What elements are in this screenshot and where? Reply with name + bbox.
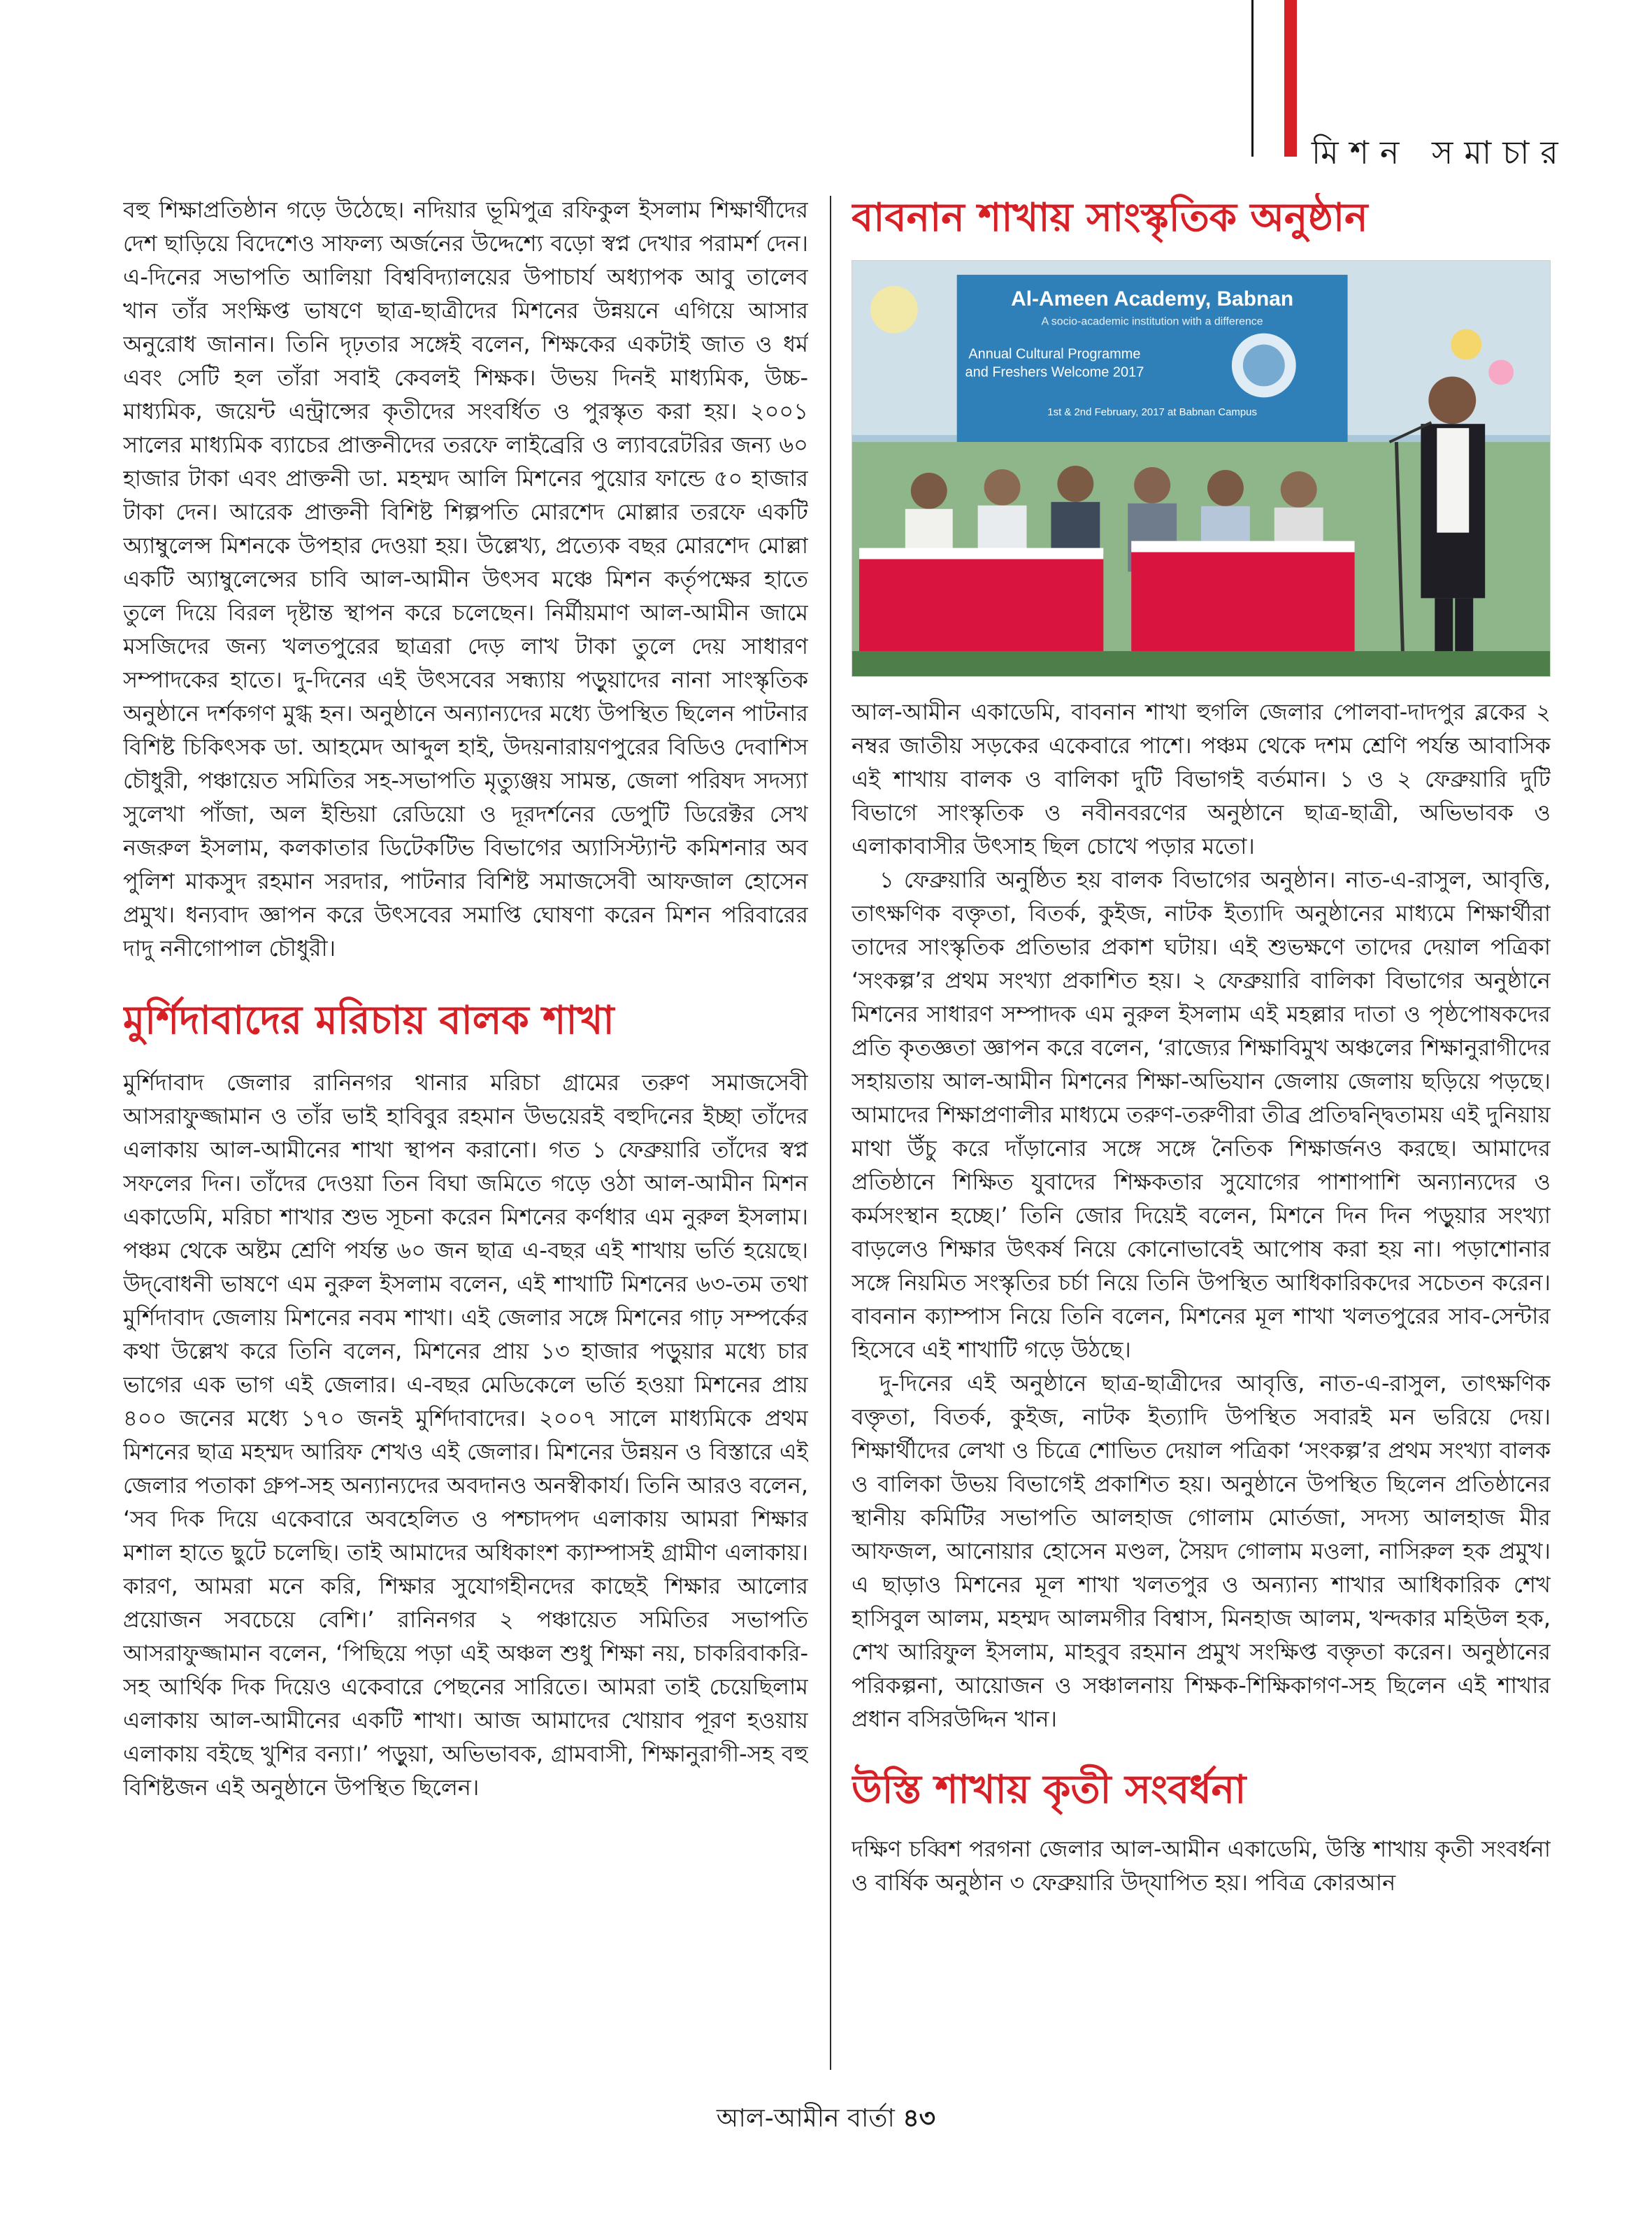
article-heading-babnan: বাবনান শাখায় সাংস্কৃতিক অনুষ্ঠান <box>852 195 1368 241</box>
article-text-usthi: দক্ষিণ চব্বিশ পরগনা জেলার আল-আমীন একাডেমি, উস্তি শাখায় কৃতী সংবর্ধনা ও বার্ষিক অনুষ্ঠান ৩ ফেব্রুয়ারি উদ্‌যাপিত হয়। পবিত্র কোরআন <box>852 1836 1551 1896</box>
article-text-babnan-1: আল-আমীন একাডেমি, বাবনান শাখা হুগলি জেলার পোলবা-দাদপুর ব্লকের ২ নম্বর জাতীয় সড়কের একেবারে পাশে। পঞ্চম থেকে দশম শ্রেণি পর্যন্ত আবাসিক এই শাখায় বালক ও বালিকা দুটি বিভাগই বর্তমান। ১ ও ২ ফেব্রুয়ারি দুটি বিভাগে সাংস্কৃতিক ও নবীনবরণের অনুষ্ঠানে ছাত্র-ছাত্রী, অভিভাবক ও এলাকাবাসীর উৎসাহ ছিল চোখে পড়ার মতো। <box>852 699 1551 859</box>
page-footer <box>0 2098 1652 2140</box>
header-accent-bar <box>1284 0 1297 157</box>
column-divider <box>830 196 831 2070</box>
magazine-name: আল-আমীন বার্তা <box>716 2104 895 2133</box>
header-rule-line <box>1251 0 1254 157</box>
section-label: মিশন সমাচার <box>1312 134 1570 171</box>
article-continuation-text: বহু শিক্ষাপ্রতিষ্ঠান গড়ে উঠেছে। নদিয়ার ভূমিপুত্র রফিকুল ইসলাম শিক্ষার্থীদের দেশ ছাড়িয়ে বিদেশেও সাফল্য অর্জনের উদ্দেশ্যে বড়ো স্বপ্ন দেখার পরামর্শ দেন। এ-দিনের সভাপতি আলিয়া বিশ্ববিদ্যালয়ের উপাচার্য অধ্যাপক আবু তালেব খান তাঁর সংক্ষিপ্ত ভাষণে ছাত্র-ছাত্রীদের মিশনের উন্নয়নে এগিয়ে আসার অনুরোধ জানান। তিনি দৃঢ়তার সঙ্গেই বলেন, শিক্ষকের একটাই জাত ও ধর্ম এবং সেটি হল তাঁরা সবাই কেবলই শিক্ষক। উভয় দিনই মাধ্যমিক, উচ্চ-মাধ্যমিক, জয়েন্ট এন্ট্রান্সের কৃতীদের সংবর্ধিত ও পুরস্কৃত করা হয়। ২০০১ সালের মাধ্যমিক ব্যাচের প্রাক্তনীদের তরফে লাইব্রেরি ও ল্যাবরেটরির জন্য ৬০ হাজার টাকা এবং প্রাক্তনী ডা. মহম্মদ আলি মিশনের পুয়োর ফান্ডে ৫০ হাজার টাকা দেন। আরেক প্রাক্তনী বিশিষ্ট শিল্পপতি মোরশেদ মোল্লার তরফে একটি অ্যাম্বুলেন্স মিশনকে উপহার দেওয়া হয়। উল্লেখ্য, প্রত্যেক বছর মোরশেদ মোল্লা একটি অ্যাম্বুলেন্সের চাবি আল-আমীন উৎসব মঞ্চে মিশন কর্তৃপক্ষের হাতে তুলে দিয়ে বিরল দৃষ্টান্ত স্থাপন করে চলেছেন। নির্মীয়মাণ আল-আমীন জামে মসজিদের জন্য খলতপুরের ছাত্ররা দেড় লাখ টাকা তুলে দেয় সাধারণ সম্পাদকের হাতে। দু-দিনের এই উৎসবের সন্ধ্যায় পড়ুয়াদের নানা সাংস্কৃতিক অনুষ্ঠানে দর্শকগণ মুগ্ধ হন। অনুষ্ঠানে অন্যান্যদের মধ্যে উপস্থিত ছিলেন পাটনার বিশিষ্ট চিকিৎসক ডা. আহমেদ আব্দুল হাই, উদয়নারায়ণপুরের বিডিও দেবাশিস চৌধুরী, পঞ্চায়েত সমিতির সহ-সভাপতি মৃত্যুঞ্জয় সামন্ত, জেলা পরিষদ সদস্যা সুলেখা পাঁজা, অল ইন্ডিয়া রেডিয়ো ও দূরদর্শনের ডেপুটি ডিরেক্টর সেখ নজরুল ইসলাম, কলকাতার ডিটেকটিভ বিভাগের অ্যাসিস্ট্যান্ট কমিশনার অব পুলিশ মাকসুদ রহমান সরদার, পাটনার বিশিষ্ট সমাজসেবী আফজাল হোসেন প্রমুখ। ধন্যবাদ জ্ঞাপন করে উৎসবের সমাপ্তি ঘোষণা করেন মিশন পরিবারের দাদু ননীগোপাল চৌধুরী। <box>123 196 808 962</box>
right-column <box>852 193 1551 2074</box>
article-text-babnan-3: দু-দিনের এই অনুষ্ঠানে ছাত্র-ছাত্রীদের আবৃত্তি, নাত-এ-রাসুল, তাৎক্ষণিক বক্তৃতা, বিতর্ক, কুইজ, নাটক ইত্যাদি উপস্থিত সবারই মন ভরিয়ে দেয়। শিক্ষার্থীদের লেখা ও চিত্রে শোভিত দেয়াল পত্রিকা ‘সংকল্প’র প্রথম সংখ্যা বালক ও বালিকা উভয় বিভাগেই প্রকাশিত হয়। অনুষ্ঠানে উপস্থিত ছিলেন প্রতিষ্ঠানের স্থানীয় কমিটির সভাপতি আলহাজ গোলাম মোর্তজা, সদস্য আলহাজ মীর আফজল, আনোয়ার হোসেন মণ্ডল, সৈয়দ গোলাম মওলা, নাসিরুল হক প্রমুখ। এ ছাড়াও মিশনের মূল শাখা খলতপুর ও অন্যান্য শাখার আধিকারিক শেখ হাসিবুল আলম, মহম্মদ আলমগীর বিশ্বাস, মিনহাজ আলম, খন্দকার মহিউল হক, শেখ আরিফুল ইসলাম, মাহবুব রহমান প্রমুখ সংক্ষিপ্ত বক্তৃতা করেন। অনুষ্ঠানের পরিকল্পনা, আয়োজন ও সঞ্চালনায় শিক্ষক-শিক্ষিকাগণ-সহ ছিলেন এই শাখার প্রধান বসিরউদ্দিন খান। <box>852 1370 1551 1732</box>
article-text-babnan-2: ১ ফেব্রুয়ারি অনুষ্ঠিত হয় বালক বিভাগের অনুষ্ঠান। নাত-এ-রাসুল, আবৃত্তি, তাৎক্ষণিক বক্তৃতা, বিতর্ক, কুইজ, নাটক ইত্যাদি অনুষ্ঠানের মাধ্যমে শিক্ষার্থীরা তাদের সাংস্কৃতিক প্রতিভার প্রকাশ ঘটায়। এই শুভক্ষণে তাদের দেয়াল পত্রিকা ‘সংকল্প’র প্রথম সংখ্যা প্রকাশিত হয়। ২ ফেব্রুয়ারি বালিকা বিভাগের অনুষ্ঠানে মিশনের সাধারণ সম্পাদক এম নুরুল ইসলাম এই মহল্লার দাতা ও পৃষ্ঠপোষকদের প্রতি কৃতজ্ঞতা জ্ঞাপন করে বলেন, ‘রাজ্যের শিক্ষাবিমুখ অঞ্চলের শিক্ষানুরাগীদের সহায়তায় আল-আমীন মিশনের শিক্ষা-অভিযান জেলায় জেলায় ছড়িয়ে পড়ছে। আমাদের শিক্ষাপ্রণালীর মাধ্যমে তরুণ-তরুণীরা তীব্র প্রতিদ্বন্দ্বিতাময় এই দুনিয়ায় মাথা উঁচু করে দাঁড়ানোর সঙ্গে সঙ্গে নৈতিক শিক্ষার্জনও করছে। আমাদের প্রতিষ্ঠানে শিক্ষিত যুবাদের শিক্ষকতার সুযোগের পাশাপাশি অন্যান্যদের ও কর্মসংস্থান হচ্ছে।’ তিনি জোর দিয়েই বলেন, মিশনে দিন দিন পড়ুয়ার সংখ্যা বাড়লেও শিক্ষার উৎকর্ষ নিয়ে কোনোভাবেই আপোষ করা হয় না। পড়াশোনার সঙ্গে নিয়মিত সংস্কৃতির চর্চা নিয়ে তিনি উপস্থিত আধিকারিকদের সচেতন করেন। বাবনান ক্যাম্পাস নিয়ে তিনি বলেন, মিশনের মূল শাখা খলতপুরের সাব-সেন্টার হিসেবে এই শাখাটি গড়ে উঠছে। <box>852 866 1551 1363</box>
left-column <box>123 193 808 2074</box>
page-number: ৪৩ <box>903 2104 936 2133</box>
article-heading-murshidabad: মুর্শিদাবাদের মরিচায় বালক শাখা <box>123 998 615 1043</box>
banner-event-line-2: and Freshers Welcome 2017 <box>965 364 1144 380</box>
table-right <box>1131 547 1354 662</box>
table-left <box>859 554 1103 662</box>
banner-event-line-1: Annual Cultural Programme <box>968 346 1141 362</box>
banner-subtitle: A socio-academic institution with a difference <box>1041 315 1263 328</box>
article-text-murshidabad: মুর্শিদাবাদ জেলার রানিনগর থানার মরিচা গ্রামের তরুণ সমাজসেবী আসরাফুজ্জামান ও তাঁর ভাই হাবিবুর রহমান উভয়েরই বহুদিনের ইচ্ছা তাঁদের এলাকায় আল-আমীনের শাখা স্থাপন করানো। গত ১ ফেব্রুয়ারি তাঁদের স্বপ্ন সফলের দিন। তাঁদের দেওয়া তিন বিঘা জমিতে গড়ে ওঠা আল-আমীন মিশন একাডেমি, মরিচা শাখার শুভ সূচনা করেন মিশনের কর্ণধার এম নুরুল ইসলাম। পঞ্চম থেকে অষ্টম শ্রেণি পর্যন্ত ৬০ জন ছাত্র এ-বছর এই শাখায় ভর্তি হয়েছে। উদ্‌বোধনী ভাষণে এম নুরুল ইসলাম বলেন, এই শাখাটি মিশনের ৬৩-তম তথা মুর্শিদাবাদ জেলায় মিশনের নবম শাখা। এই জেলার সঙ্গে মিশনের গাঢ় সম্পর্কের কথা উল্লেখ করে তিনি বলেন, মিশনের প্রায় ১৩ হাজার পড়ুয়ার মধ্যে চার ভাগের এক ভাগ এই জেলার। এ-বছর মেডিকেলে ভর্তি হওয়া মিশনের প্রায় ৪০০ জনের মধ্যে ১৭০ জনই মুর্শিদাবাদের। ২০০৭ সালে মাধ্যমিকে প্রথম মিশনের ছাত্র মহম্মদ আরিফ শেখও এই জেলার। মিশনের উন্নয়ন ও বিস্তারে এই জেলার পতাকা গ্রুপ-সহ অন্যান্যদের অবদানও অনস্বীকার্য। তিনি আরও বলেন, ‘সব দিক দিয়ে একেবারে অবহেলিত ও পশ্চাদপদ এলাকায় আমরা শিক্ষার মশাল হাতে ছুটে চলেছি। তাই আমাদের অধিকাংশ ক্যাম্পাসই গ্রামীণ এলাকায়। কারণ, আমরা মনে করি, শিক্ষার সুযোগহীনদের কাছেই শিক্ষার আলোর প্রয়োজন সবচেয়ে বেশি।’ রানিনগর ২ পঞ্চায়েত সমিতির সভাপতি আসরাফুজ্জামান বলেন, ‘পিছিয়ে পড়া এই অঞ্চল শুধু শিক্ষা নয়, চাকরিবাকরি-সহ আর্থিক দিক দিয়েও একেবারে পেছনের সারিতে। আমরা তাই চেয়েছিলাম এলাকায় আল-আমীনের একটি শাখা। আজ আমাদের খোয়াব পূরণ হওয়ায় এলাকায় বইছে খুশির বন্যা।’ পড়ুয়া, অভিভাবক, গ্রামবাসী, শিক্ষানুরাগী-সহ বহু বিশিষ্টজন এই অনুষ্ঠানে উপস্থিত ছিলেন। <box>123 1069 808 1801</box>
event-photo <box>852 260 1551 677</box>
banner-dates: 1st & 2nd February, 2017 at Babnan Campus <box>1047 406 1257 419</box>
article-heading-usthi: উস্তি শাখায় কৃতী সংবর্ধনা <box>852 1767 1247 1813</box>
banner-title: Al-Ameen Academy, Babnan <box>1011 287 1294 310</box>
